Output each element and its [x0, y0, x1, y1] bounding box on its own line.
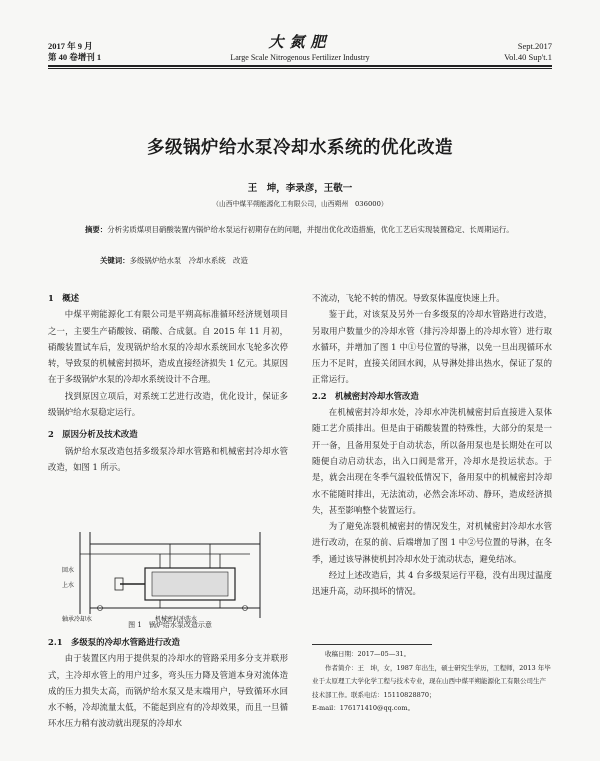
- abstract: [85, 222, 523, 238]
- issue-volume-en: Vol.40 Sup't.1: [504, 52, 552, 62]
- label-return-water: 回水: [62, 567, 75, 574]
- paragraph: 在机械密封冷却水处，冷却水冲洗机械密封后直接进入泵体随工艺介质排出。但是由于硝酸装置的特殊性，大部分的泵是一开一备，且备用泵处于自动状态，所以备用泵也是长期处在可以随便自动启动状态，出入口阀是常开，冷却水是投运状态。于是，就会出现在冬季气温较低情况下，备用泵中的机械密封冷却水不能随时排出，无法流动，必然会冻坏动、静环，造成经济损失，甚至影响整个装置运行。: [312, 407, 552, 515]
- footnote-received: 收稿日期：2017—05—31。: [325, 650, 411, 658]
- section-2-2-title: 2.2 机械密封冷却水管改造: [312, 390, 419, 401]
- paragraph: 经过上述改造后，其 4 台多级泵运行平稳，没有出现过温度迅速升高，动环损坏的情况。: [312, 570, 552, 597]
- paragraph: 为了避免冻裂机械密封的情况发生，对机械密封冷却水水管进行改动，在泵的前、后端增加了图 1 中②号位置的导淋，在冬季，通过该导淋使机封冷却水处于流动状态，避免结冰。: [312, 521, 552, 564]
- paragraph: 由于装置区内用于提供泵的冷却水的管路采用多分支并联形式，主冷却水管上的用户过多，弯头压力降及管道本身对流体造成的压力损失太高，而锅炉给水泵又是末端用户，导致循环水回水不畅，冷却流量太低，不能起到应有的冷却效果，而且一旦循环水压力稍有波动就出现泵的冷却水: [48, 653, 288, 729]
- header-right: [504, 41, 552, 63]
- header-rule-thin: [48, 68, 552, 69]
- paragraph: 找到原因立项后，对系统工艺进行改造，优化设计，保证多级锅炉给水泵稳定运行。: [48, 390, 288, 418]
- label-bearing-cooling: 轴承冷却水: [62, 616, 93, 623]
- paragraph: 鉴于此，对该泵及另外一台多级泵的冷却水管路进行改造，另取用户数量少的冷却水管（排污冷却器上的冷却水管）进行取水循环，并增加了图 1 中①号位置的导淋，以免一旦出现循环水压力不足时，直接关闭回水阀，从导淋处排出热水，保证了泵的正常运行。: [312, 309, 552, 385]
- keywords-text: 多级锅炉给水泵 冷却水系统 改造: [129, 256, 248, 265]
- footnote-author-info: 作者简介：王 坤，女，1987 年出生，硕士研究生学历，工程师，2013 年毕业于太原理工大学化学工程与技术专业，现在山西中煤平朔能源化工有限公司生产技术部工作。联系电话：15110828870；: [312, 663, 551, 699]
- abstract-text: 分析劣质煤项目硝酸装置内锅炉给水泵运行初期存在的问题，并提出优化改造措施，优化工艺后实现装置稳定、长周期运行。: [107, 225, 514, 234]
- pump-casing: [152, 572, 228, 596]
- footnote-rule: [312, 644, 432, 645]
- issue-date: 2017 年 9 月: [48, 41, 93, 51]
- header-left: [48, 41, 101, 63]
- figure-1-diagram: [60, 528, 280, 624]
- header-rule-thick: [48, 65, 552, 67]
- journal-logo: 大氮肥: [268, 33, 332, 51]
- paragraph: 锅炉给水泵改造包括多级泵冷却水管路和机械密封冷却水管改造，如图 1 所示。: [48, 445, 288, 472]
- authors: 王 坤，李录彦，王敬一: [247, 183, 353, 194]
- affiliation: （山西中煤平朔能源化工有限公司，山西朔州 036000）: [212, 200, 388, 208]
- issue-volume: 第 40 卷增刊 1: [48, 52, 102, 62]
- right-column: [312, 290, 552, 600]
- paragraph: 中煤平朔能源化工有限公司是平朔高标准循环经济规划项目之一，主要生产硝酸铵、硝酸、合成氨。自 2015 年 11 月初，硝酸装置试车后，发现锅炉给水泵的冷却水系统回水飞轮多次停转，导致泵的机械密封损坏，造成直接经济损失 1 亿元。其原因在于多级锅炉水泵的冷却水系统设计不合理。: [48, 309, 288, 385]
- section-2-title: 2 原因分析及技术改造: [48, 429, 138, 440]
- left-column-lower: [48, 634, 288, 732]
- paragraph: 不流动，飞轮不转的情况。导致泵体温度快速上升。: [312, 293, 505, 303]
- abstract-label: 摘要：: [85, 225, 108, 234]
- issue-date-en: Sept.2017: [517, 41, 552, 51]
- section-2-1-title: 2.1 多级泵的冷却水管路进行改造: [48, 637, 180, 647]
- footnote: [312, 648, 552, 716]
- paper-title: 多级锅炉给水泵冷却水系统的优化改造: [147, 138, 453, 158]
- keywords-label: 关键词：: [100, 256, 130, 265]
- label-supply-water: 上水: [62, 582, 75, 589]
- journal-english-name: Large Scale Nitrogenous Fertilizer Industry: [230, 53, 370, 62]
- keywords: [100, 255, 248, 266]
- label-seal-flush: 机械密封冲洗水: [155, 616, 198, 623]
- left-column: [48, 290, 288, 475]
- journal-masthead: [200, 31, 400, 63]
- figure-1-caption: 图 1 锅炉给水泵改造示意: [128, 621, 212, 629]
- section-1-title: 1 概述: [48, 293, 79, 303]
- footnote-email: E-mail：176171410@qq.com。: [312, 704, 415, 712]
